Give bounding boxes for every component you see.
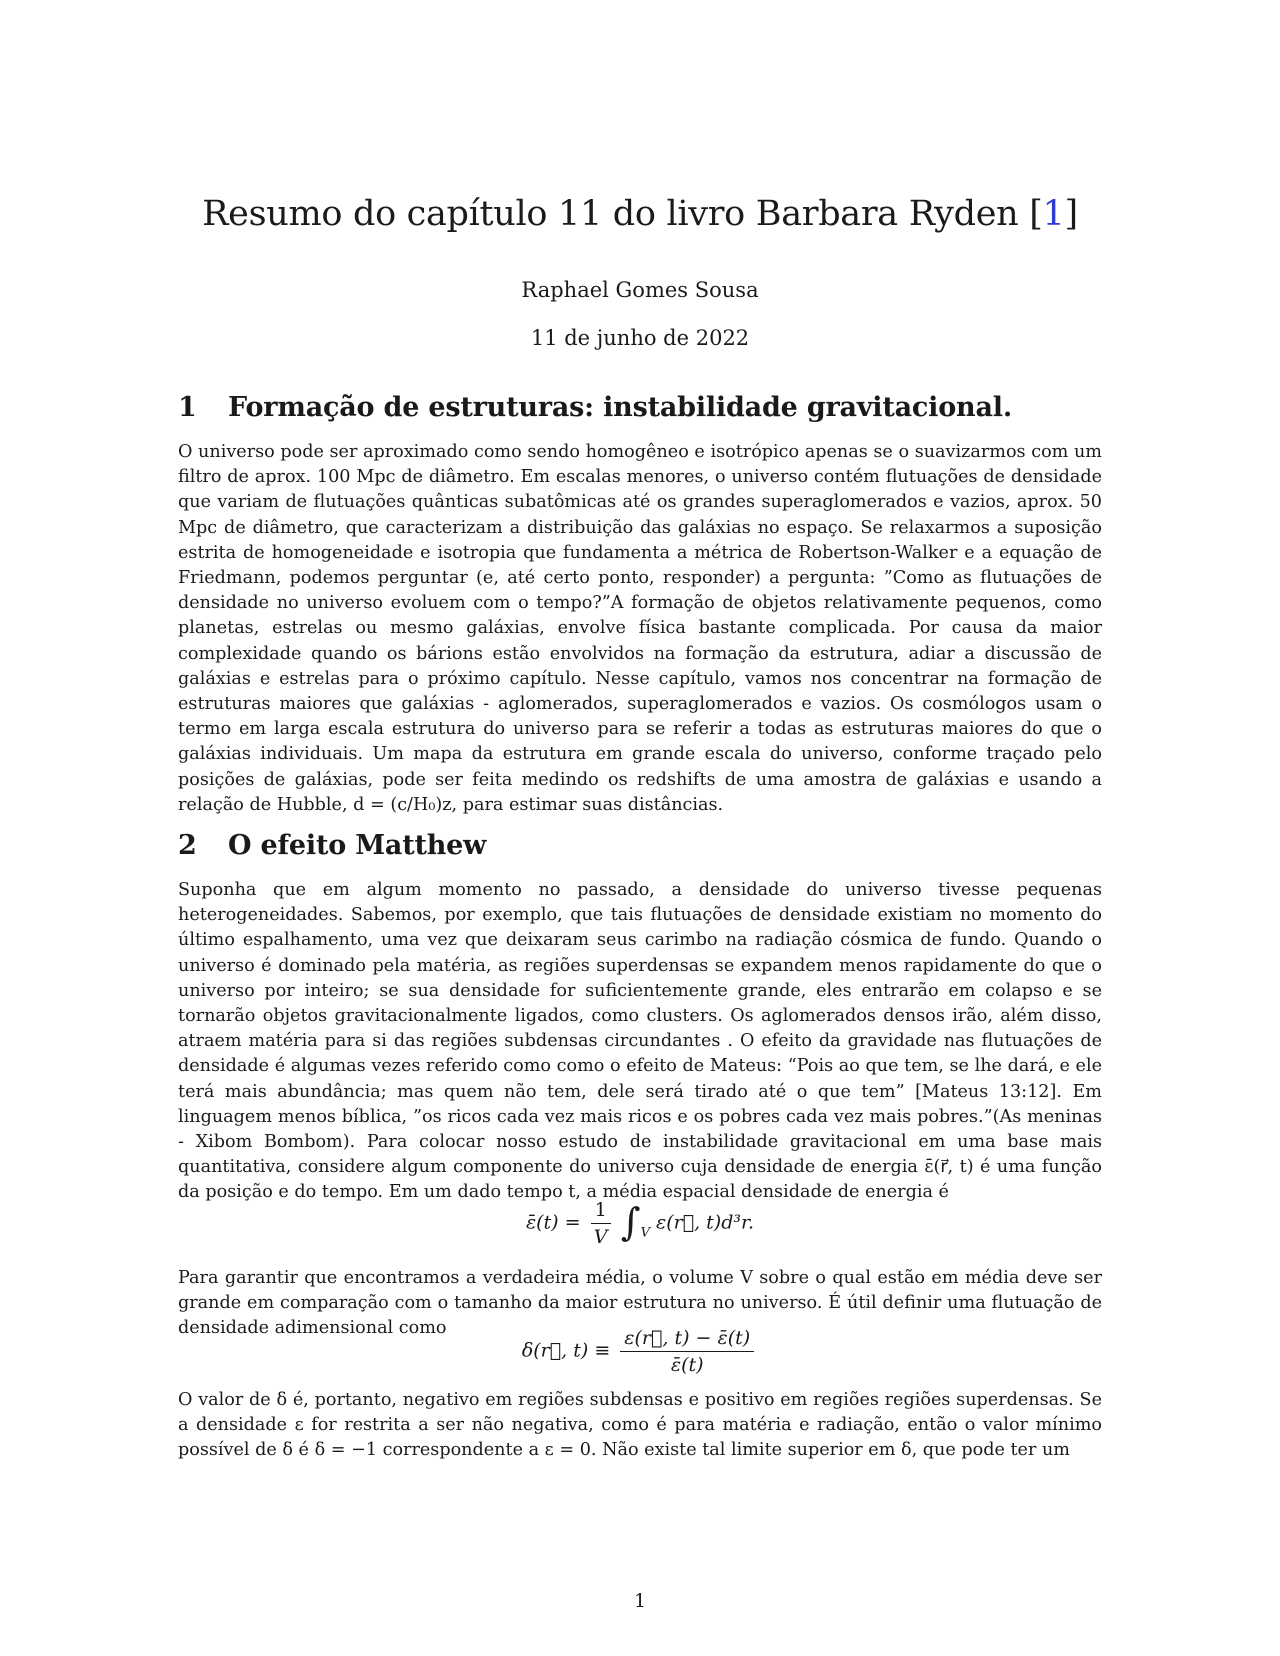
section-2-heading (178, 830, 486, 861)
equation-mean-density (178, 1198, 1102, 1249)
eq2-denominator: ε̄(t) (670, 1354, 704, 1376)
section-2-paragraph: Suponha que em algum momento no passado, a densidade do universo tivesse pequenas heterogeneidades. Sabemos, por exemplo, que tais flutuações de densidade existiam no momento do último espalhamento, uma vez que deixaram seus carimbo na radiação cósmica de fundo. Quando o universo é dominado pela matéria, as regiões superdensas se expandem menos rapidamente do que o universo por inteiro; se sua densidade for suficientemente grande, eles entrarão em colapso e se tornarão objetos gravitacionalmente ligados, como clusters. Os aglomerados densos irão, além disso, atraem matéria para si das regiões subdensas circundantes . O efeito da gravidade nas flutuações de densidade é algumas vezes referido como como o efeito de Mateus: “Pois ao que tem, se lhe dará, e ele terá mais abundância; mas quem não tem, dele será tirado até o que tem” [Mateus 13:12]. Em linguagem menos bíblica, ”os ricos cada vez mais ricos e os pobres cada vez mais pobres.”(As meninas - Xibom Bombom). Para colocar nosso estudo de instabilidade gravitacional em uma base mais quantitativa, considere algum componente do universo cuja densidade de energia ε̄(r⃗, t) é uma função da posição e do tempo. Em um dado tempo t, a média espacial densidade de energia é (178, 880, 1102, 1203)
section-1-number: 1 (178, 392, 197, 423)
title-citation-link[interactable]: 1 (1042, 194, 1065, 234)
page-number: 1 (633, 1590, 647, 1612)
eq1-denominator: V (593, 1226, 608, 1248)
title-text: Resumo do capítulo 11 do livro Barbara Ryden [ (202, 194, 1043, 234)
section-2-title: O efeito Matthew (228, 830, 487, 861)
equation-density-fluctuation (178, 1326, 1102, 1377)
eq1-integral-subscript: V (640, 1225, 650, 1241)
section-1-paragraph: O universo pode ser aproximado como sendo homogêneo e isotrópico apenas se o suavizarmos com um filtro de aprox. 100 Mpc de diâmetro. Em escalas menores, o universo contém flutuações de densidade que variam de flutuações quânticas subatômicas até os grandes superaglomerados e vazios, aprox. 50 Mpc de diâmetro, que caracterizam a distribuição das galáxias no espaço. Se relaxarmos a suposição estrita de homogeneidade e isotropia que fundamenta a métrica de Robertson-Walker e a equação de Friedmann, podemos perguntar (e, até certo ponto, responder) a pergunta: ”Como as flutuações de densidade no universo evoluem com o tempo?”A formação de objetos relativamente pequenos, como planetas, estrelas ou mesmo galáxias, envolve física bastante complicada. Por causa da maior complexidade quando os bárions estão envolvidos na formação da estrutura, adiar a discussão de galáxias e estrelas para o próximo capítulo. Nesse capítulo, vamos nos concentrar na formação de estruturas maiores que galáxias - aglomerados, superaglomerados e vazios. Os cosmólogos usam o termo em larga escala estrutura do universo para se referir a todas as estruturas maiores do que o galáxias individuais. Um mapa da estrutura em grande escala do universo, conforme traçado pelo posições de galáxias, pode ser feita medindo os redshifts de uma amostra de galáxias e usando a relação de Hubble, d = (c/H₀)z, para estimar suas distâncias. (178, 442, 1102, 815)
eq1-fraction (591, 1198, 611, 1249)
eq2-lhs: δ(r⃗, t) ≡ (521, 1339, 611, 1362)
eq1-numerator: 1 (591, 1198, 611, 1224)
title-bracket: ] (1064, 194, 1078, 234)
eq2-numerator: ε(r⃗, t) − ε̄(t) (620, 1326, 754, 1352)
eq1-lhs: ε̄(t) = (525, 1211, 581, 1234)
author-name: Raphael Gomes Sousa (521, 278, 759, 302)
paragraph-after-eq1: Para garantir que encontramos a verdadeira média, o volume V sobre o qual estão em média deve ser grande em comparação com o tamanho da maior estrutura no universo. É útil definir uma flutuação de densidade adimensional como (178, 1268, 1102, 1339)
section-1-heading (178, 392, 1012, 423)
section-1-title: Formação de estruturas: instabilidade gravitacional. (228, 392, 1013, 423)
eq1-rhs: ε(r⃗, t)d³r. (656, 1211, 755, 1234)
eq2-fraction (620, 1326, 754, 1377)
paragraph-after-eq2: O valor de δ é, portanto, negativo em regiões subdensas e positivo em regiões regiões superdensas. Se a densidade ε for restrita a ser não negativa, como é para matéria e radiação, então o valor mínimo possível de δ é δ = −1 correspondente a ε = 0. Não existe tal limite superior em δ, que pode ter um (178, 1390, 1102, 1461)
document-title (178, 194, 1102, 234)
section-2-number: 2 (178, 830, 197, 861)
integral-sign: ∫ (620, 1199, 641, 1244)
publication-date: 11 de junho de 2022 (530, 326, 750, 350)
